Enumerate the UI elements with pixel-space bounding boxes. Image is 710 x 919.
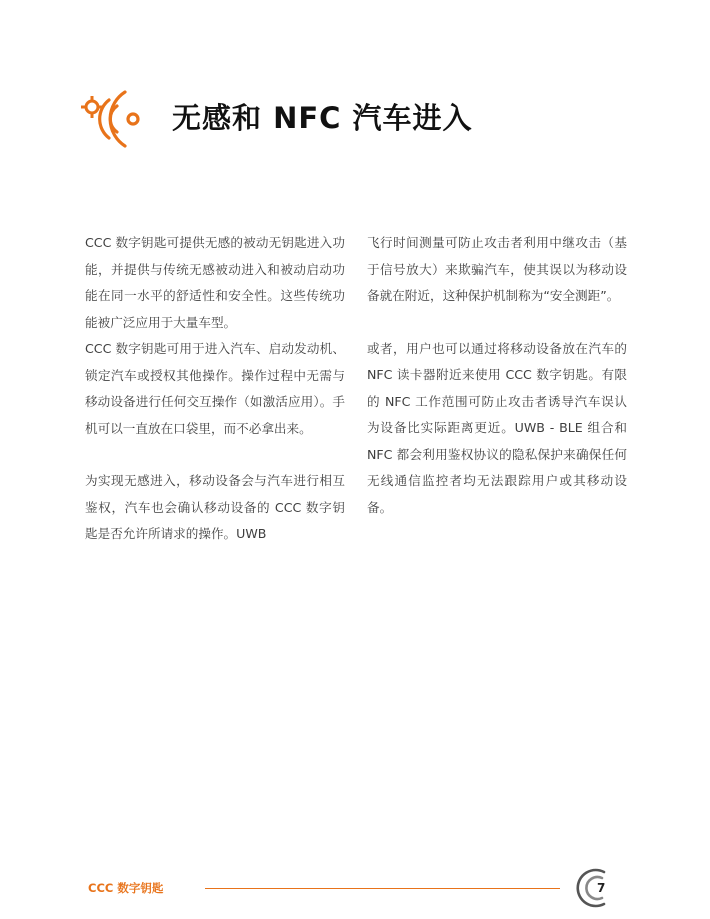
paragraph: 或者，用户也可以通过将移动设备放在汽车的 NFC 读卡器附近来使用 CCC 数字钥匙。有限的 NFC 工作范围可防止攻击者诱导汽车误认为设备比实际距离更近。UWB - BLE 组合和 NFC 都会利用鉴权协议的隐私保护来确保任何无线通信监控者均无法跟踪用户或其移动设备。	[367, 340, 627, 515]
paragraph: 为实现无感进入，移动设备会与汽车进行相互鉴权，汽车也会确认移动设备的 CCC 数字钥匙是否允许所请求的操作。UWB	[85, 473, 345, 541]
footer-label: CCC 数字钥匙	[88, 881, 164, 895]
page-title: 无感和 NFC 汽车进入	[172, 101, 473, 135]
left-column	[85, 230, 345, 548]
page-number: 7	[597, 881, 606, 895]
nfc-wireless-icon	[79, 86, 147, 152]
paragraph: 飞行时间测量可防止攻击者利用中继攻击（基于信号放大）来欺骗汽车，使其误以为移动设备就在附近，这种保护机制称为“安全测距”。	[367, 235, 627, 303]
paragraph: CCC 数字钥匙可用于进入汽车、启动发动机、锁定汽车或授权其他操作。操作过程中无需与移动设备进行任何交互操作（如激活应用）。手机可以一直放在口袋里，而不必拿出来。	[85, 341, 345, 436]
footer-divider	[205, 888, 560, 889]
right-column	[367, 230, 627, 521]
paragraph: CCC 数字钥匙可提供无感的被动无钥匙进入功能，并提供与传统无感被动进入和被动启动功能在同一水平的舒适性和安全性。这些传统功能被广泛应用于大量车型。	[85, 235, 345, 330]
